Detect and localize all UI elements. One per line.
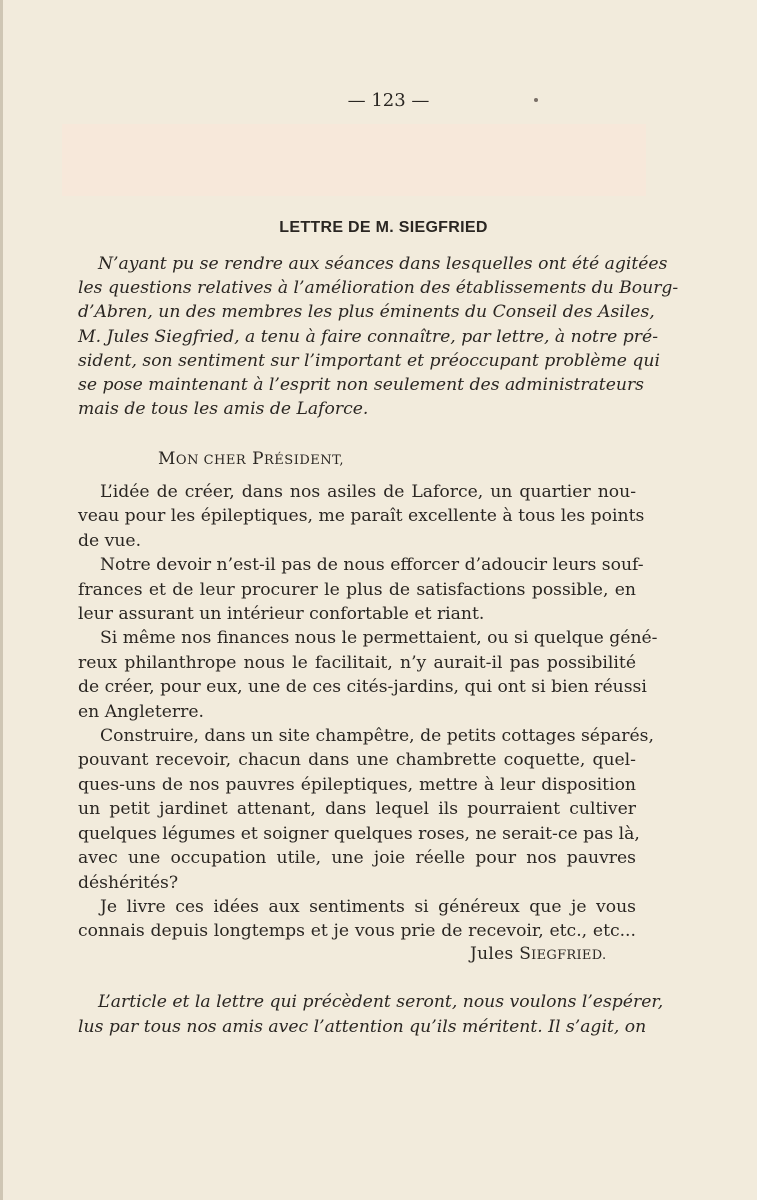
- page-binding-edge: [0, 0, 3, 1200]
- text-line: Je livre ces idées aux sentiments si généreux que je vous: [100, 896, 636, 917]
- text-line: N’ayant pu se rendre aux séances dans lesquelles ont été agitées: [98, 254, 668, 274]
- text-line: L’idée de créer, dans nos asiles de Laforce, un quartier nou-: [100, 482, 636, 502]
- text-line: Si même nos finances nous le permettaient, ou si quelque géné-: [100, 628, 658, 649]
- text-line: se pose maintenant à l’esprit non seulement des administrateurs: [78, 375, 644, 396]
- text-line: Construire, dans un site champêtre, de petits cottages séparés,: [100, 726, 654, 747]
- text-line: avec une occupation utile, une joie réelle pour nos pauvres: [78, 848, 636, 869]
- salutation-initial: P: [252, 449, 265, 469]
- closing-paragraph: [78, 990, 664, 1040]
- intro-paragraph: [78, 252, 679, 421]
- text-line: déshérités?: [78, 872, 179, 893]
- salutation-initial: M: [158, 449, 176, 469]
- letter-heading: LETTRE DE M. SIEGFRIED: [279, 219, 488, 236]
- salutation-smallcaps: ON CHER: [175, 453, 247, 468]
- salutation-smallcaps: RÉSIDENT,: [264, 453, 345, 468]
- text-line: d’Abren, un des membres les plus éminents du Conseil des Asiles,: [78, 302, 655, 323]
- pasted-paper-strip: [62, 124, 646, 196]
- text-line: veau pour les épileptiques, me paraît excellente à tous les points: [78, 506, 645, 527]
- letter-body: [78, 480, 658, 944]
- text-line: reux philanthrope nous le facilitait, n’y aurait-il pas possibilité: [78, 652, 636, 673]
- text-line: pouvant recevoir, chacun dans une chambrette coquette, quel-: [78, 750, 636, 771]
- text-line: connais depuis longtemps et je vous prie de recevoir, etc., etc...: [78, 921, 636, 942]
- text-line: en Angleterre.: [78, 701, 205, 722]
- text-line: Notre devoir n’est-il pas de nous efforcer d’adoucir leurs souf-: [100, 555, 644, 576]
- text-line: frances et de leur procurer le plus de satisfactions possible, en: [78, 579, 636, 600]
- page-number: — 123 —: [347, 90, 430, 111]
- text-line: de vue.: [78, 530, 142, 551]
- text-line: mais de tous les amis de Laforce.: [78, 399, 369, 420]
- signature-initial: S: [519, 944, 532, 964]
- letter-salutation: [158, 449, 344, 469]
- signature-firstname: Jules: [470, 944, 520, 964]
- text-line: ques-uns de nos pauvres épileptiques, mettre à leur disposition: [78, 774, 636, 795]
- text-line: un petit jardinet attenant, dans lequel ils pourraient cultiver: [78, 799, 636, 820]
- text-line: quelques légumes et soigner quelques roses, ne serait-ce pas là,: [78, 823, 640, 844]
- text-line: M. Jules Siegfried, a tenu à faire connaître, par lettre, à notre pré-: [78, 326, 659, 347]
- letter-signature: [470, 944, 606, 964]
- text-line: sident, son sentiment sur l’important et préoccupant problème qui: [78, 350, 660, 371]
- ink-speck: [534, 98, 538, 102]
- text-line: de créer, pour eux, une de ces cités-jardins, qui ont si bien réussi: [78, 677, 647, 698]
- text-line: lus par tous nos amis avec l’attention qu’ils méritent. Il s’agit, on: [78, 1017, 647, 1037]
- text-line: L’article et la lettre qui précèdent seront, nous voulons l’espérer,: [98, 992, 664, 1012]
- signature-smallcaps: IEGFRIED.: [531, 948, 607, 963]
- text-line: leur assurant un intérieur confortable et riant.: [78, 604, 485, 625]
- text-line: les questions relatives à l’amélioration des établissements du Bourg-: [78, 278, 679, 299]
